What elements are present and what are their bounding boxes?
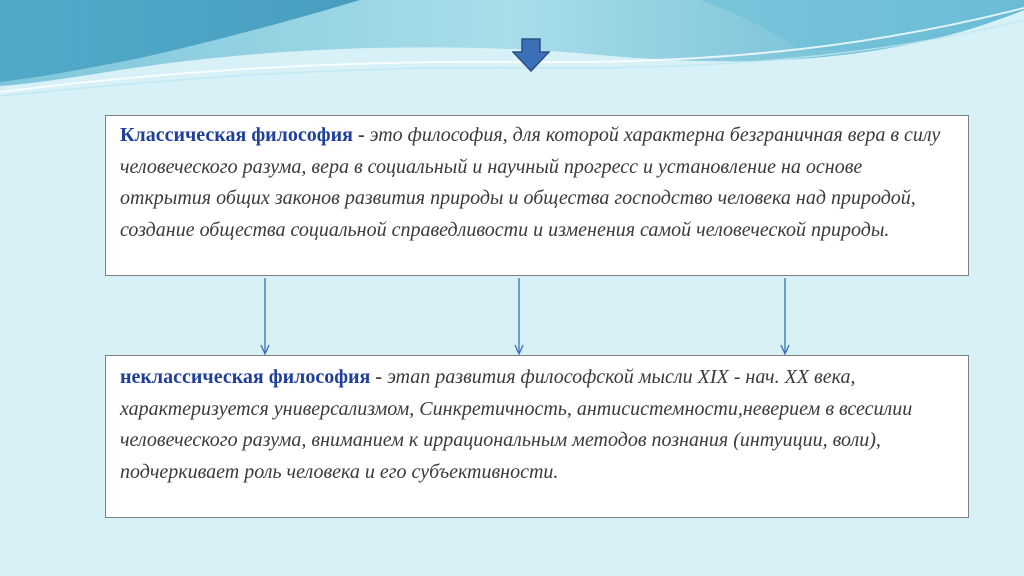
nonclassical-philosophy-box xyxy=(105,355,969,518)
nonclassical-definition: этап развития философской мысли XIX - нач. XX века, характеризуется универсализмом, Синкретичность, антисистемности,неверием в всесилии человеческого разума, вниманием к иррациональным методов познания (интуиции, воли), подчеркивает роль человека и его субъективности. xyxy=(120,366,913,483)
classical-term: Классическая философия xyxy=(120,124,353,146)
nonclassical-separator: - xyxy=(370,366,388,388)
classical-definition: это философия, для которой характерна безграничная вера в силу человеческого разума, вера в социальный и научный прогресс и установление на основе открытия общих законов развития природы и общества господство человека над природой, создание общества социальной справедливости и изменения самой человеческой природы. xyxy=(120,124,941,241)
nonclassical-term: неклассическая философия xyxy=(120,366,371,388)
classical-philosophy-box xyxy=(105,115,969,276)
classical-separator: - xyxy=(352,124,370,146)
down-arrow-icon xyxy=(512,38,550,72)
